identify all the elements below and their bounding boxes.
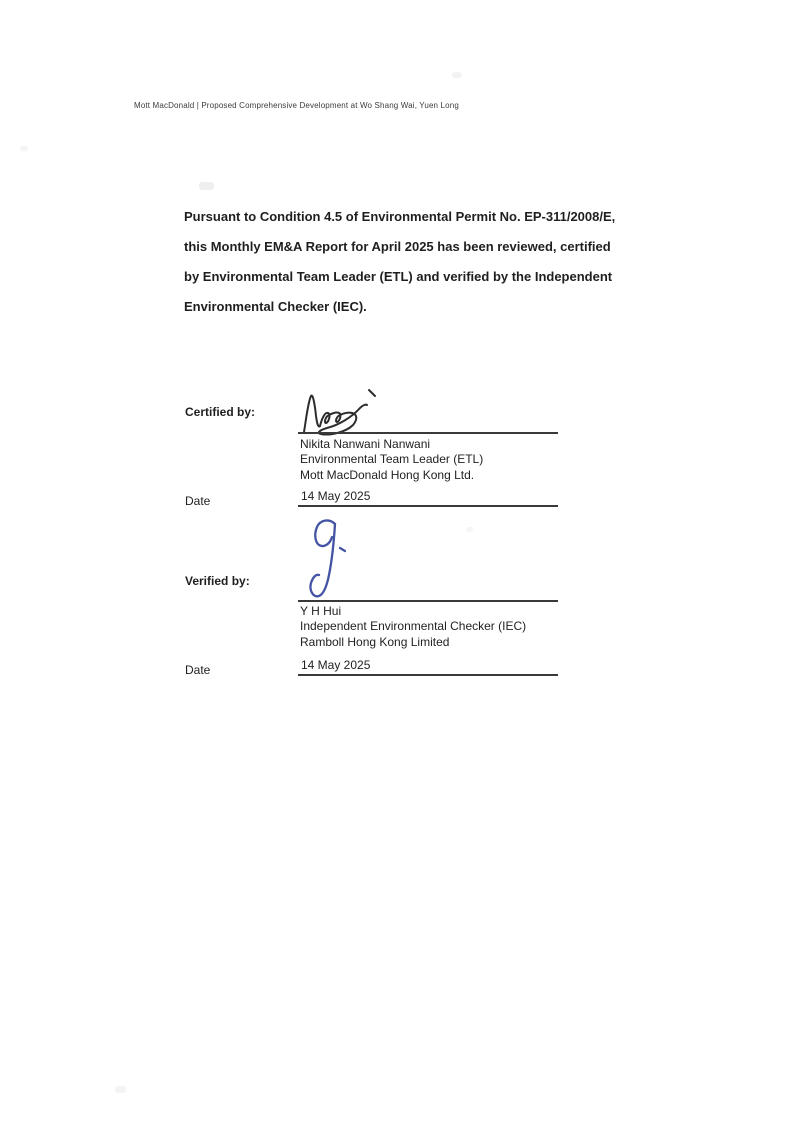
- statement-line: Pursuant to Condition 4.5 of Environmental Permit No. EP-311/2008/E,: [184, 209, 616, 224]
- certified-date-line: [298, 505, 558, 507]
- verified-date-line: [298, 674, 558, 676]
- verified-signature-image: [300, 515, 360, 610]
- document-header: Mott MacDonald | Proposed Comprehensive Development at Wo Shang Wai, Yuen Long: [134, 101, 459, 110]
- scan-artifact: [20, 146, 28, 151]
- certified-date-value: 14 May 2025: [301, 489, 371, 503]
- verified-signatory-details: [300, 604, 526, 650]
- certification-statement: [184, 202, 644, 322]
- certified-signature-line: [298, 432, 558, 434]
- statement-line: Environmental Checker (IEC).: [184, 299, 367, 314]
- verified-company: Ramboll Hong Kong Limited: [300, 634, 450, 649]
- verified-role: Independent Environmental Checker (IEC): [300, 619, 527, 634]
- scan-artifact: [466, 527, 473, 532]
- verified-signature-line: [298, 600, 558, 602]
- scan-artifact: [452, 72, 462, 78]
- certified-company: Mott MacDonald Hong Kong Ltd.: [300, 467, 475, 482]
- verified-by-label: Verified by:: [185, 574, 250, 588]
- signature-ink-stroke: [310, 520, 345, 596]
- certified-name: Nikita Nanwani Nanwani: [300, 437, 431, 451]
- certified-role: Environmental Team Leader (ETL): [300, 452, 484, 467]
- certified-signatory-details: [300, 437, 483, 483]
- statement-line: by Environmental Team Leader (ETL) and verified by the Independent: [184, 269, 613, 284]
- scan-artifact: [115, 1086, 126, 1093]
- statement-line: this Monthly EM&A Report for April 2025 has been reviewed, certified: [184, 239, 611, 254]
- signature-ink-stroke: [304, 390, 375, 435]
- certified-signature-image: [294, 386, 384, 436]
- verified-name: Y H Hui: [300, 604, 342, 618]
- verified-date-value: 14 May 2025: [301, 658, 371, 672]
- verified-date-label: Date: [185, 663, 211, 677]
- certified-by-label: Certified by:: [185, 405, 256, 419]
- certified-date-label: Date: [185, 494, 211, 508]
- scan-artifact: [199, 182, 214, 190]
